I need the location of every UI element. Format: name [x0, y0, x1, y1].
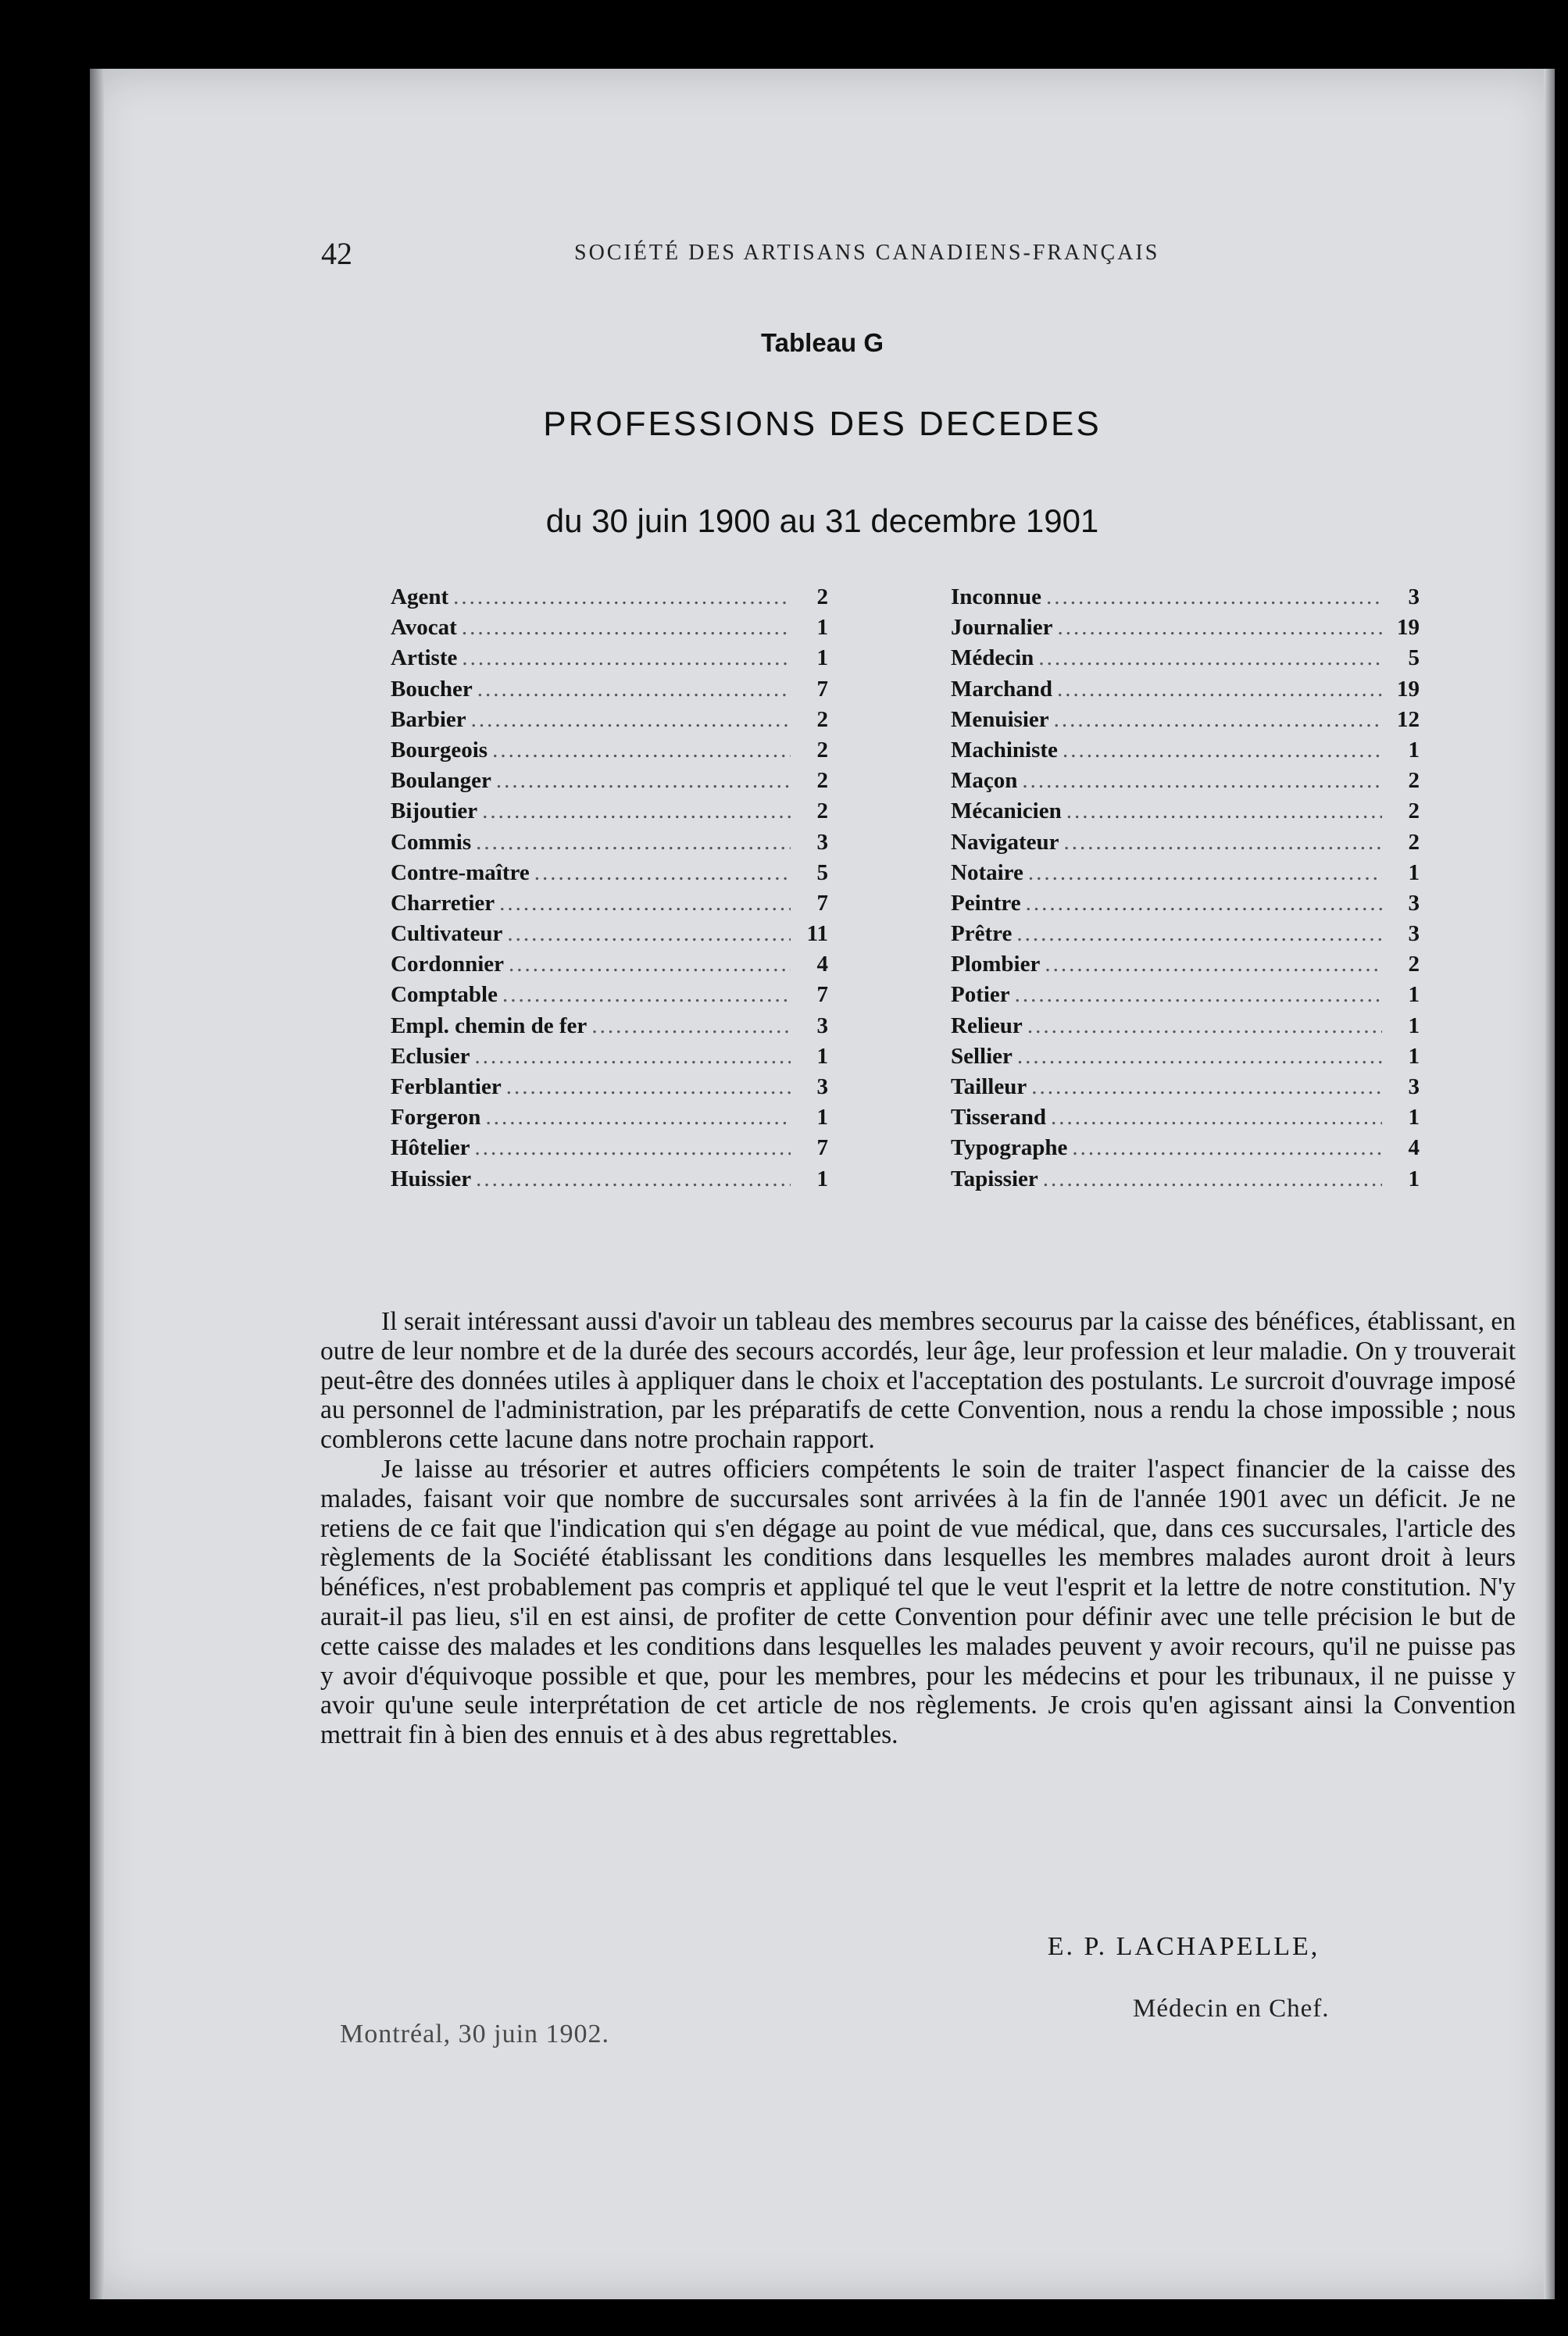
dot-leader — [1026, 891, 1382, 916]
signer-title: Médecin en Chef. — [1133, 1995, 1330, 2023]
dot-leader — [1045, 952, 1382, 977]
profession-row — [951, 952, 1420, 982]
dot-leader — [1054, 707, 1382, 733]
dot-leader — [475, 1044, 791, 1070]
death-count: 19 — [1397, 615, 1420, 641]
death-count: 1 — [1408, 1043, 1420, 1069]
profession-row — [951, 645, 1420, 676]
death-count: 3 — [1408, 890, 1420, 916]
running-head: SOCIÉTÉ DES ARTISANS CANADIENS-FRANÇAIS — [574, 241, 1160, 265]
profession-name: Navigateur — [951, 829, 1059, 855]
profession-row — [951, 615, 1420, 645]
death-count: 1 — [816, 1043, 828, 1069]
dot-leader — [1038, 645, 1382, 671]
profession-row — [951, 830, 1420, 860]
dot-leader — [1027, 1013, 1382, 1039]
dot-leader — [1063, 738, 1382, 763]
profession-row — [391, 738, 828, 768]
dot-leader — [502, 982, 791, 1008]
death-count: 12 — [1397, 706, 1420, 732]
dot-leader — [591, 1013, 791, 1039]
profession-row — [951, 1074, 1420, 1105]
death-count: 2 — [816, 768, 828, 794]
death-count: 2 — [816, 584, 828, 609]
profession-name: Agent — [391, 584, 449, 609]
death-count: 5 — [1408, 645, 1420, 671]
profession-row — [391, 768, 828, 798]
profession-row — [951, 891, 1420, 921]
profession-name: Mécanicien — [951, 798, 1062, 824]
profession-name: Prêtre — [951, 921, 1013, 947]
death-count: 1 — [1408, 737, 1420, 763]
dot-leader — [1051, 1105, 1382, 1130]
signature: E. P. LACHAPELLE, — [1047, 1932, 1320, 1961]
death-count: 3 — [1408, 1074, 1420, 1099]
profession-name: Maçon — [951, 768, 1018, 794]
profession-row — [951, 1013, 1420, 1044]
profession-name: Contre-maître — [391, 859, 530, 885]
death-count: 3 — [1408, 921, 1420, 947]
profession-row — [951, 707, 1420, 738]
death-count: 2 — [816, 706, 828, 732]
death-count: 1 — [1408, 1013, 1420, 1038]
profession-name: Plombier — [951, 952, 1041, 977]
death-count: 1 — [1408, 982, 1420, 1008]
death-count: 1 — [1408, 1166, 1420, 1191]
death-count: 1 — [1408, 859, 1420, 885]
profession-name: Tapissier — [951, 1166, 1038, 1191]
dot-leader — [1015, 982, 1382, 1008]
profession-name: Marchand — [951, 676, 1052, 702]
dot-leader — [476, 830, 791, 855]
table-subtitle: du 30 juin 1900 au 31 decembre 1901 — [545, 502, 1099, 539]
death-count: 2 — [1408, 829, 1420, 855]
profession-name: Commis — [391, 829, 472, 855]
dot-leader — [1017, 1044, 1382, 1070]
profession-row — [391, 1044, 828, 1074]
profession-name: Artiste — [391, 645, 458, 671]
profession-name: Journalier — [951, 615, 1053, 641]
profession-row — [391, 830, 828, 860]
dot-leader — [462, 615, 791, 641]
dot-leader — [462, 645, 791, 671]
profession-name: Forgeron — [391, 1105, 481, 1130]
profession-row — [951, 798, 1420, 829]
death-count: 7 — [816, 982, 828, 1008]
dot-leader — [476, 1166, 791, 1192]
dot-leader — [1028, 860, 1382, 886]
profession-row — [391, 921, 828, 952]
death-count: 11 — [806, 921, 828, 947]
profession-name: Avocat — [391, 615, 457, 641]
profession-name: Médecin — [951, 645, 1034, 671]
death-count: 2 — [1408, 798, 1420, 824]
profession-name: Typographe — [951, 1135, 1068, 1161]
profession-row — [951, 738, 1420, 768]
death-count: 3 — [816, 1074, 828, 1099]
profession-row — [951, 982, 1420, 1013]
profession-name: Menuisier — [951, 706, 1049, 732]
death-count: 7 — [816, 676, 828, 702]
document-page — [90, 69, 1555, 2299]
dot-leader — [507, 921, 791, 947]
profession-row — [951, 768, 1420, 798]
dot-leader — [506, 1074, 791, 1100]
dot-leader — [471, 707, 791, 733]
profession-name: Hôtelier — [391, 1135, 470, 1161]
profession-name: Cultivateur — [391, 921, 503, 947]
profession-row — [391, 1166, 828, 1197]
profession-name: Bourgeois — [391, 737, 488, 763]
death-count: 1 — [816, 645, 828, 671]
dot-leader — [1072, 1135, 1382, 1161]
death-count: 1 — [816, 615, 828, 641]
dot-leader — [477, 677, 791, 702]
profession-name: Boulanger — [391, 768, 491, 794]
profession-name: Tailleur — [951, 1074, 1027, 1099]
profession-name: Barbier — [391, 706, 466, 732]
profession-name: Eclusier — [391, 1043, 470, 1069]
table-title: PROFESSIONS DES DECEDES — [543, 405, 1102, 443]
profession-row — [951, 921, 1420, 952]
dot-leader — [1031, 1074, 1382, 1100]
profession-row — [951, 1166, 1420, 1197]
profession-name: Empl. chemin de fer — [391, 1013, 588, 1038]
profession-name: Ferblantier — [391, 1074, 502, 1099]
profession-row — [391, 1074, 828, 1105]
professions-left-column — [391, 584, 828, 1197]
profession-name: Tisserand — [951, 1105, 1046, 1130]
dot-leader — [1046, 584, 1382, 610]
death-count: 1 — [816, 1166, 828, 1191]
dot-leader — [492, 738, 791, 763]
profession-row — [391, 982, 828, 1013]
profession-row — [391, 1135, 828, 1166]
body-text — [320, 1307, 1516, 1750]
profession-name: Inconnue — [951, 584, 1042, 609]
profession-row — [391, 952, 828, 982]
profession-row — [391, 615, 828, 645]
death-count: 2 — [1408, 952, 1420, 977]
death-count: 3 — [1408, 584, 1420, 609]
dot-leader — [509, 952, 791, 977]
profession-row — [391, 677, 828, 707]
profession-row — [951, 677, 1420, 707]
death-count: 2 — [816, 798, 828, 824]
dot-leader — [482, 798, 791, 824]
profession-row — [391, 860, 828, 891]
dot-leader — [1016, 921, 1382, 947]
profession-name: Relieur — [951, 1013, 1023, 1038]
death-count: 1 — [816, 1105, 828, 1130]
death-count: 4 — [816, 952, 828, 977]
dot-leader — [1058, 615, 1383, 641]
death-count: 5 — [816, 859, 828, 885]
dot-leader — [499, 891, 791, 916]
table-label: Tableau G — [760, 328, 884, 357]
page-number: 42 — [321, 236, 352, 271]
profession-name: Boucher — [391, 676, 473, 702]
profession-name: Charretier — [391, 890, 495, 916]
death-count: 2 — [816, 737, 828, 763]
profession-name: Comptable — [391, 982, 498, 1008]
profession-name: Sellier — [951, 1043, 1013, 1069]
death-count: 2 — [1408, 768, 1420, 794]
profession-row — [951, 1105, 1420, 1135]
dot-leader — [534, 860, 791, 886]
death-count: 7 — [816, 1135, 828, 1161]
death-count: 4 — [1408, 1135, 1420, 1161]
dot-leader — [1066, 798, 1382, 824]
death-count: 1 — [1408, 1105, 1420, 1130]
profession-row — [951, 584, 1420, 615]
dot-leader — [1064, 830, 1382, 855]
dot-leader — [1043, 1166, 1382, 1192]
place-date: Montréal, 30 juin 1902. — [340, 2020, 610, 2048]
profession-row — [951, 860, 1420, 891]
profession-name: Bijoutier — [391, 798, 478, 824]
profession-row — [391, 1105, 828, 1135]
profession-row — [951, 1135, 1420, 1166]
profession-name: Notaire — [951, 859, 1023, 885]
dot-leader — [1057, 677, 1382, 702]
death-count: 3 — [816, 829, 828, 855]
dot-leader — [485, 1105, 791, 1130]
profession-name: Machiniste — [951, 737, 1058, 763]
profession-row — [391, 1013, 828, 1044]
profession-name: Cordonnier — [391, 952, 504, 977]
dot-leader — [474, 1135, 791, 1161]
profession-row — [951, 1044, 1420, 1074]
professions-right-column — [951, 584, 1420, 1197]
death-count: 19 — [1397, 676, 1420, 702]
death-count: 7 — [816, 890, 828, 916]
profession-row — [391, 645, 828, 676]
dot-leader — [496, 768, 791, 794]
profession-row — [391, 584, 828, 615]
profession-row — [391, 798, 828, 829]
profession-row — [391, 891, 828, 921]
dot-leader — [453, 584, 791, 610]
profession-row — [391, 707, 828, 738]
paragraph: Il serait intéressant aussi d'avoir un tableau des membres secourus par la caisse des bénéfices, établissant, en outre de leur nombre et de la durée des secours accordés, leur âge, leur profession et leur maladie. On y trouverait peut-être des données utiles à appliquer dans le choix et l'acceptation des postulants. Le surcroit d'ouvrage imposé au personnel de l'administration, par les préparatifs de cette Convention, nous a rendu la chose impossible ; nous comblerons cette lacune dans notre prochain rapport. — [320, 1307, 1516, 1455]
death-count: 3 — [816, 1013, 828, 1038]
profession-name: Potier — [951, 982, 1010, 1008]
dot-leader — [1022, 768, 1382, 794]
profession-name: Huissier — [391, 1166, 472, 1191]
profession-name: Peintre — [951, 890, 1021, 916]
paragraph: Je laisse au trésorier et autres officiers compétents le soin de traiter l'aspect financier de la caisse des malades, faisant voir que nombre de succursales sont arrivées à la fin de l'année 1901 avec un déficit. Je ne retiens de ce fait que l'indication qui s'en dégage au point de vue médical, que, dans ces succursales, l'article des règlements de la Société établissant les conditions dans lesquelles les membres malades auront droit à leurs bénéfices, n'est probablement pas compris et appliqué tel que le veut l'esprit et la lettre de notre constitution. N'y aurait-il pas lieu, s'il en est ainsi, de profiter de cette Convention pour définir avec une telle précision le but de cette caisse des malades et les conditions dans lesquelles les malades peuvent y avoir recours, qu'il ne puisse pas y avoir d'équivoque possible et que, pour les membres, pour les médecins et pour les tribunaux, il ne puisse y avoir qu'une seule interprétation de cet article de nos règlements. Je crois qu'en agissant ainsi la Convention mettrait fin à bien des ennuis et à des abus regrettables. — [320, 1454, 1516, 1750]
